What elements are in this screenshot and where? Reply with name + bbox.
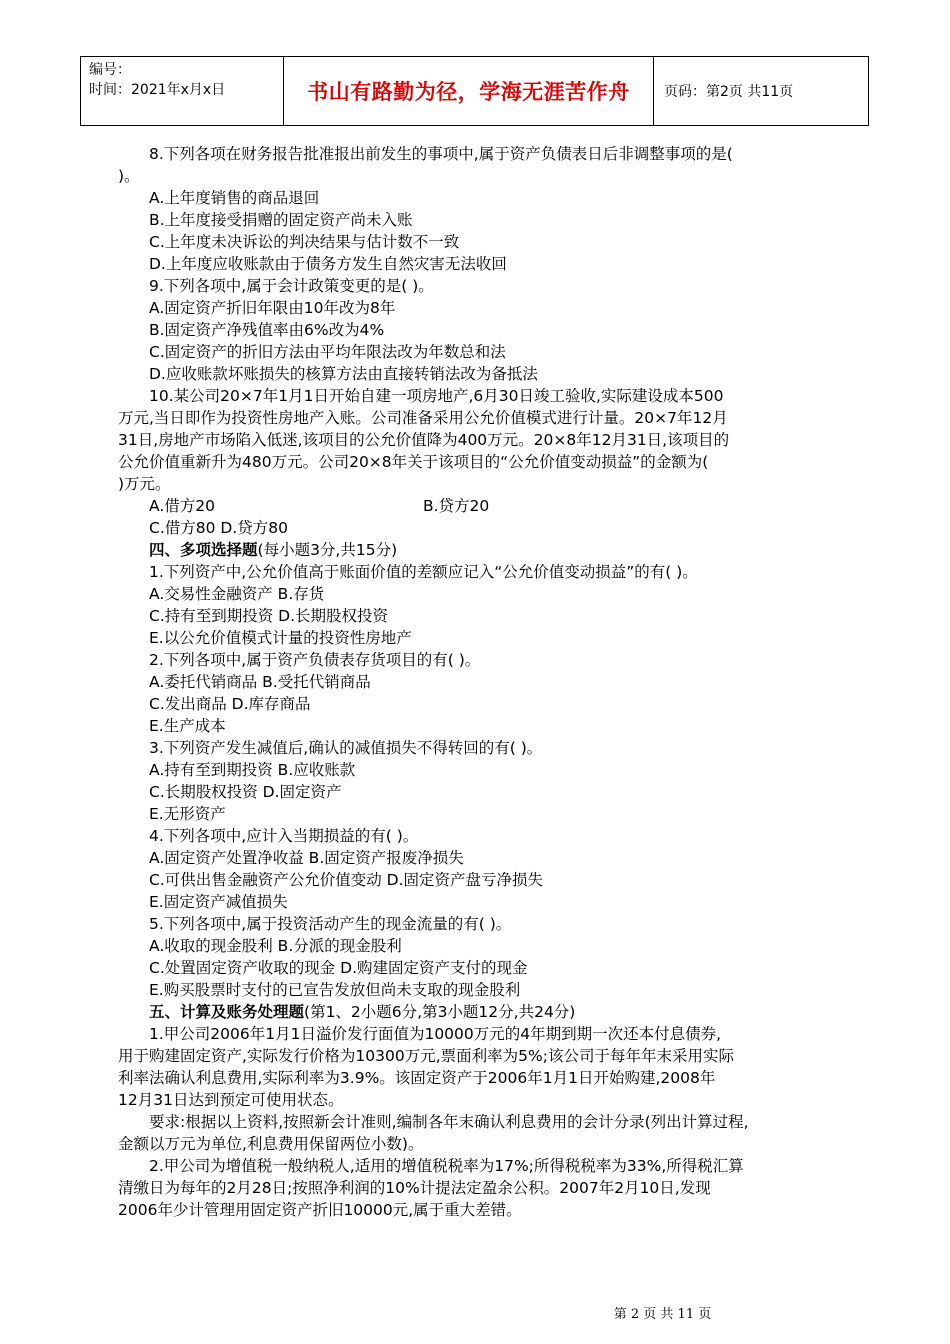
- s4-q2-options-cd: C.发出商品 D.库存商品: [149, 695, 311, 713]
- q10-stem-2: 万元,当日即作为投资性房地产入账。公司准备采用公允价值模式进行计量。20×7年12月: [118, 409, 728, 427]
- q10-stem-4: 公允价值重新升为480万元。公司20×8年关于该项目的“公允价值变动损益”的金额为(: [118, 453, 709, 471]
- s5-q1-line-3: 利率法确认利息费用,实际利率为3.9%。该固定资产于2006年1月1日开始购建,2008年: [118, 1069, 716, 1087]
- s5-q2-line-2: 清缴日为每年的2月28日;按照净利润的10%计提法定盈余公积。2007年2月10日,发现: [118, 1179, 711, 1197]
- q8-option-a: A.上年度销售的商品退回: [149, 189, 320, 207]
- q8-stem: 8.下列各项在财务报告批准报出前发生的事项中,属于资产负债表日后非调整事项的是(: [149, 145, 733, 163]
- time-label: 时间：2021年x月x日: [89, 82, 226, 98]
- s4-q1-option-e: E.以公允价值模式计量的投资性房地产: [149, 629, 412, 647]
- s4-q3-option-e: E.无形资产: [149, 805, 226, 823]
- s4-q2-stem: 2.下列各项中,属于资产负债表存货项目的有( )。: [149, 651, 481, 669]
- q9-option-c: C.固定资产的折旧方法由平均年限法改为年数总和法: [149, 343, 506, 361]
- section5-note: (第1、2小题6分,第3小题12分,共24分): [304, 1003, 576, 1021]
- s5-q1-line-2: 用于购建固定资产,实际发行价格为10300万元,票面利率为5%;该公司于每年年末采用实际: [118, 1047, 734, 1065]
- q9-stem: 9.下列各项中,属于会计政策变更的是( )。: [149, 277, 434, 295]
- s4-q4-options-ab: A.固定资产处置净收益 B.固定资产报废净损失: [149, 849, 464, 867]
- s5-q2-line-3: 2006年少计管理用固定资产折旧10000元,属于重大差错。: [118, 1201, 522, 1219]
- document-header: [80, 56, 869, 126]
- section4-title: 四、多项选择题: [149, 541, 258, 559]
- q8-stem-cont: )。: [118, 167, 140, 185]
- s4-q3-stem: 3.下列资产发生减值后,确认的减值损失不得转回的有( )。: [149, 739, 543, 757]
- s4-q5-stem: 5.下列各项中,属于投资活动产生的现金流量的有( )。: [149, 915, 512, 933]
- q8-option-b: B.上年度接受捐赠的固定资产尚未入账: [149, 211, 413, 229]
- q9-option-d: D.应收账款坏账损失的核算方法由直接转销法改为备抵法: [149, 365, 538, 383]
- s4-q1-stem: 1.下列资产中,公允价值高于账面价值的差额应记入“公允价值变动损益”的有( )。: [149, 563, 698, 581]
- s4-q4-options-cd: C.可供出售金融资产公允价值变动 D.固定资产盘亏净损失: [149, 871, 544, 889]
- q10-stem-3: 31日,房地产市场陷入低迷,该项目的公允价值降为400万元。20×8年12月31日,该项目的: [118, 431, 730, 449]
- s4-q4-option-e: E.固定资产减值损失: [149, 893, 288, 911]
- section5-heading: [118, 1001, 838, 1023]
- s4-q5-options-cd: C.处置固定资产收取的现金 D.购建固定资产支付的现金: [149, 959, 528, 977]
- s4-q5-options-ab: A.收取的现金股利 B.分派的现金股利: [149, 937, 402, 955]
- document-body: [118, 143, 838, 1221]
- s4-q4-stem: 4.下列各项中,应计入当期损益的有( )。: [149, 827, 419, 845]
- q9-option-b: B.固定资产净残值率由6%改为4%: [149, 321, 385, 339]
- s4-q1-options-cd: C.持有至到期投资 D.长期股权投资: [149, 607, 389, 625]
- q10-stem-1: 10.某公司20×7年1月1日开始自建一项房地产,6月30日竣工验收,实际建设成本500: [149, 387, 724, 405]
- header-page-info: 页码：第2页 共11页: [664, 84, 794, 100]
- s5-q1-line-4: 12月31日达到预定可使用状态。: [118, 1091, 344, 1109]
- q10-option-b: B.贷方20: [423, 497, 490, 515]
- section5-title: 五、计算及账务处理题: [149, 1003, 305, 1021]
- page-footer: 第 2 页 共 11 页: [613, 1307, 712, 1322]
- s5-q1-requirement-2: 金额以万元为单位,利息费用保留两位小数)。: [118, 1135, 424, 1153]
- q10-options-ab: [118, 495, 838, 517]
- number-label: 编号：: [89, 62, 131, 78]
- s5-q2-line-1: 2.甲公司为增值税一般纳税人,适用的增值税税率为17%;所得税税率为33%,所得税汇算: [149, 1157, 744, 1175]
- s4-q1-options-ab: A.交易性金融资产 B.存货: [149, 585, 325, 603]
- q8-option-c: C.上年度未决诉讼的判决结果与估计数不一致: [149, 233, 460, 251]
- q10-stem-5: )万元。: [118, 475, 171, 493]
- q10-option-a: A.借方20: [149, 497, 215, 515]
- s4-q2-option-e: E.生产成本: [149, 717, 226, 735]
- header-motto: 书山有路勤为径，学海无涯苦作舟: [284, 57, 654, 125]
- q9-option-a: A.固定资产折旧年限由10年改为8年: [149, 299, 396, 317]
- s5-q1-line-1: 1.甲公司2006年1月1日溢价发行面值为10000万元的4年期到期一次还本付息债券,: [149, 1025, 722, 1043]
- header-meta: [81, 57, 284, 125]
- s4-q2-options-ab: A.委托代销商品 B.受托代销商品: [149, 673, 371, 691]
- section4-note: (每小题3分,共15分): [257, 541, 398, 559]
- q8-option-d: D.上年度应收账款由于债务方发生自然灾害无法收回: [149, 255, 507, 273]
- s4-q3-options-ab: A.持有至到期投资 B.应收账款: [149, 761, 356, 779]
- s5-q1-requirement-1: 要求:根据以上资料,按照新会计准则,编制各年末确认利息费用的会计分录(列出计算过程,: [149, 1113, 749, 1131]
- s4-q5-option-e: E.购买股票时支付的已宣告发放但尚未支取的现金股利: [149, 981, 521, 999]
- q10-options-cd: C.借方80 D.贷方80: [149, 519, 288, 537]
- s4-q3-options-cd: C.长期股权投资 D.固定资产: [149, 783, 342, 801]
- section4-heading: [118, 539, 838, 561]
